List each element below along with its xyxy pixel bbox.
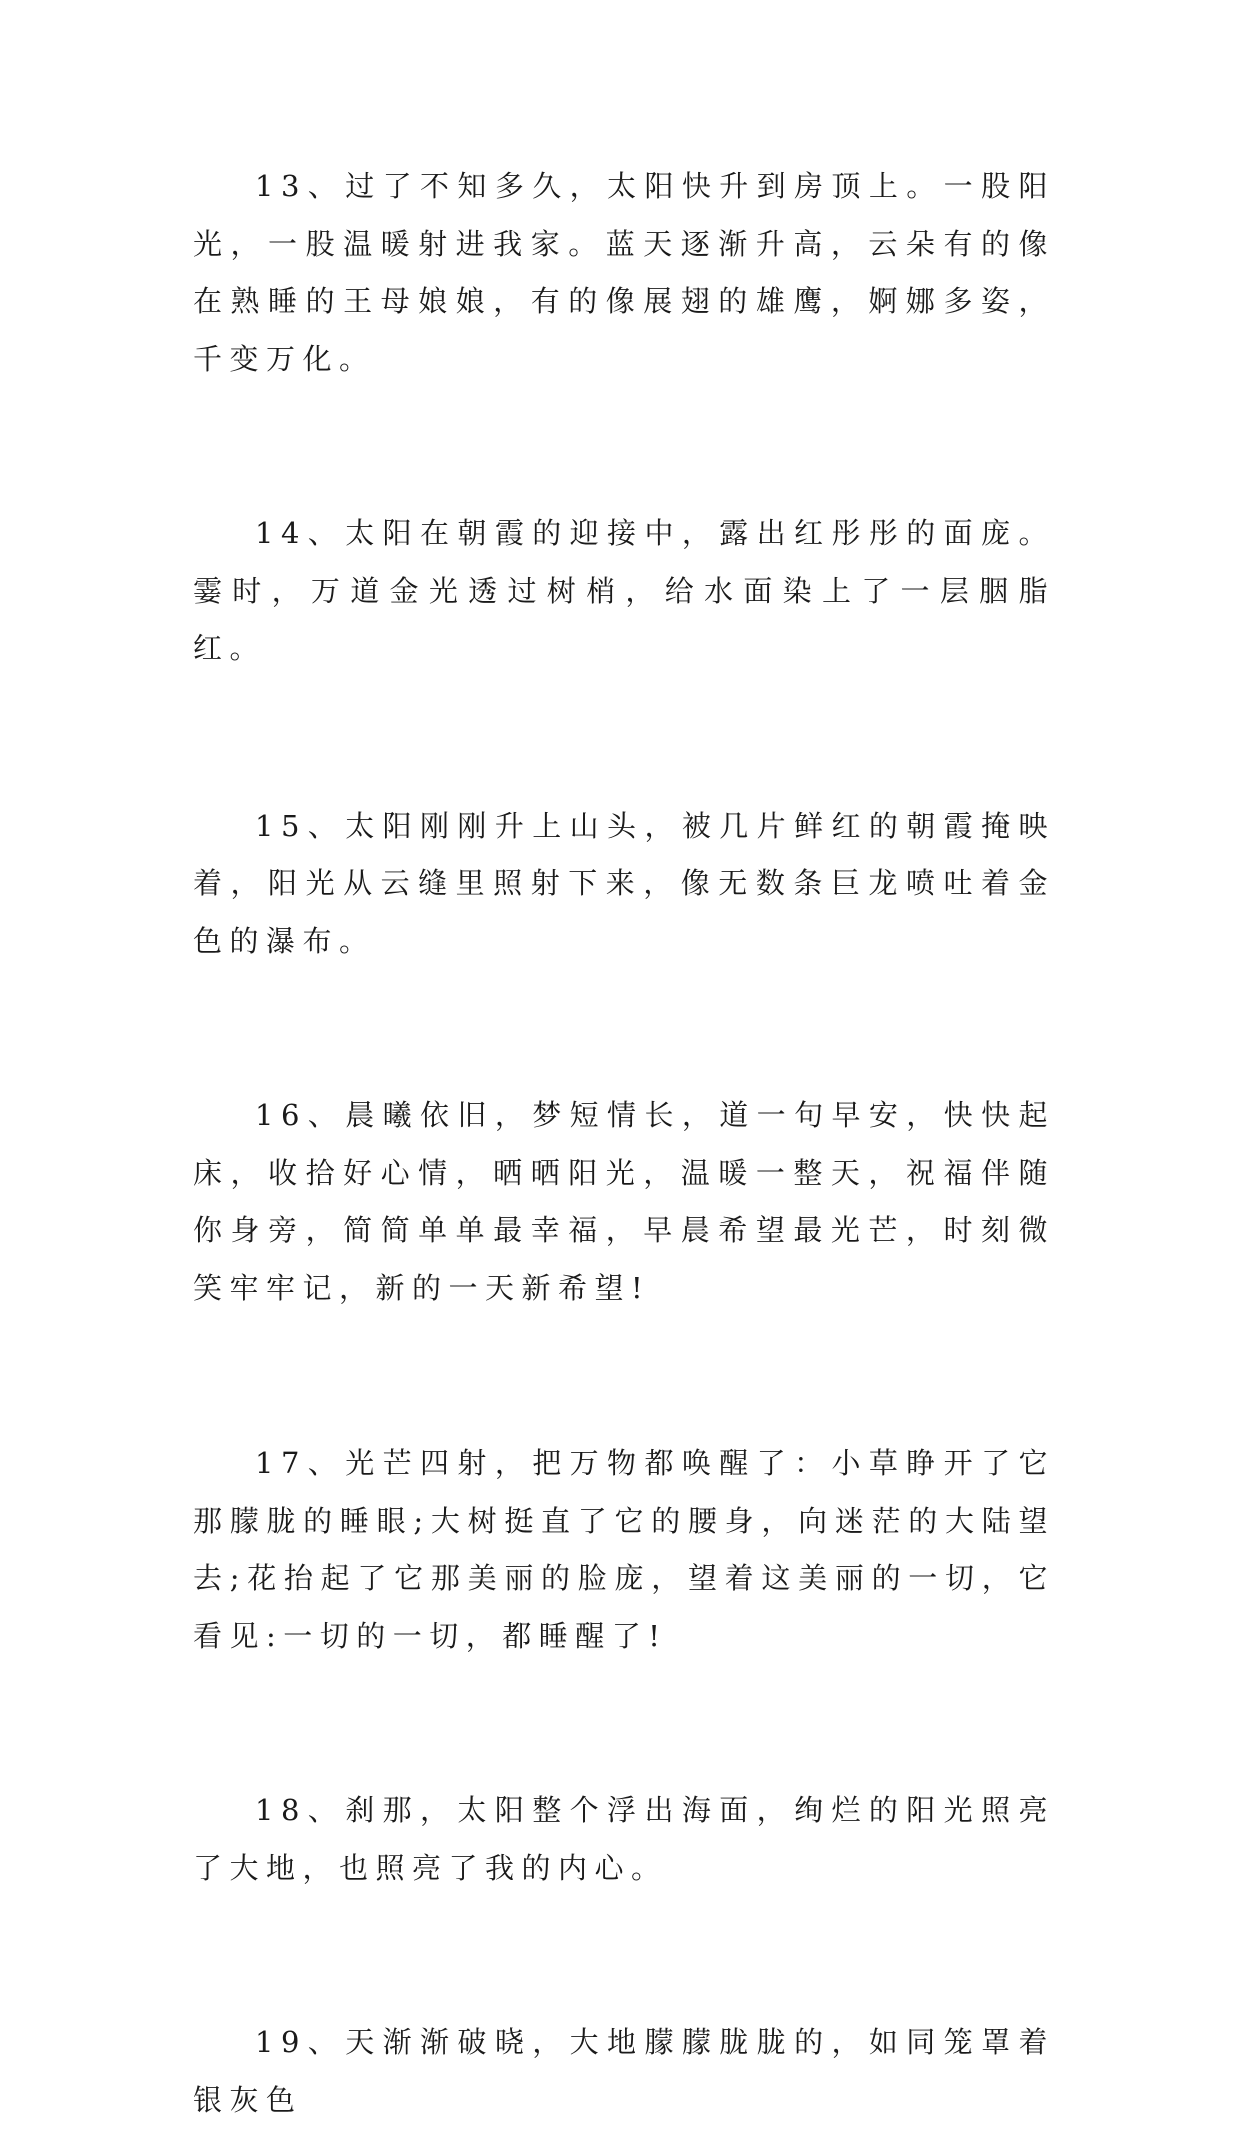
paragraph-13: 13、过了不知多久，太阳快升到房顶上。一股阳光，一股温暖射进我家。蓝天逐渐升高，云朵有的像在熟睡的王母娘娘，有的像展翅的雄鹰，婀娜多姿，千变万化。 — [193, 169, 1055, 376]
paragraph-15: 15、太阳刚刚升上山头，被几片鲜红的朝霞掩映着，阳光从云缝里照射下来，像无数条巨龙喷吐着金色的瀑布。 — [193, 808, 1055, 958]
paragraph-19: 19、天渐渐破晓，大地朦朦胧胧的，如同笼罩着银灰色 — [193, 2025, 1055, 2117]
document-body — [193, 158, 1055, 2129]
paragraph-17: 17、光芒四射，把万物都唤醒了：小草睁开了它那朦胧的睡眼;大树挺直了它的腰身，向迷茫的大陆望去;花抬起了它那美丽的脸庞，望着这美丽的一切，它看见:一切的一切，都睡醒了! — [193, 1446, 1055, 1653]
paragraph-18: 18、刹那，太阳整个浮出海面，绚烂的阳光照亮了大地，也照亮了我的内心。 — [193, 1793, 1055, 1885]
paragraph-14: 14、太阳在朝霞的迎接中，露出红彤彤的面庞。霎时，万道金光透过树梢，给水面染上了一层胭脂红。 — [193, 516, 1055, 665]
paragraph-16: 16、晨曦依旧，梦短情长，道一句早安，快快起床，收拾好心情，晒晒阳光，温暖一整天，祝福伴随你身旁，简简单单最幸福，早晨希望最光芒，时刻微笑牢牢记，新的一天新希望! — [193, 1098, 1055, 1305]
